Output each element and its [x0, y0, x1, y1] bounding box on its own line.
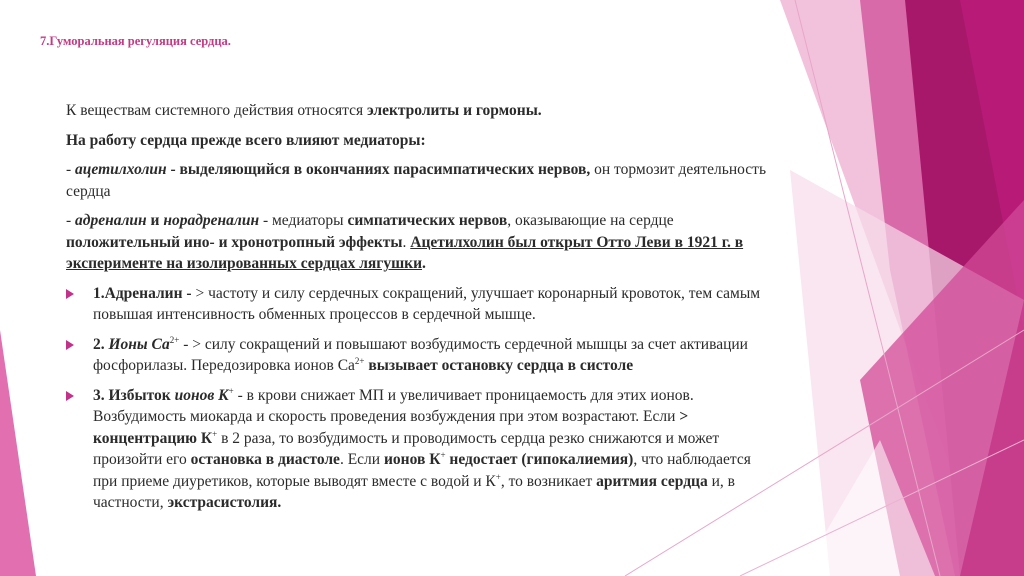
bullet-arrow-icon — [66, 340, 74, 350]
paragraph-3: - ацетилхолин - выделяющийся в окончаниях парасимпатических нервов, он тормозит деятельность сердца — [66, 161, 767, 200]
paragraph-4: - адреналин и норадреналин - медиаторы симпатических нервов, оказывающие на сердце положительный ино- и хронотропный эффекты. Ацетилхолин был открыт Отто Леви в 1921 г. в эксперименте на изолированных сердцах лягушки. — [66, 212, 744, 272]
bullet-adrenaline: 1.Адреналин - > частоту и силу сердечных сокращений, улучшает коронарный кровоток, тем самым повышая интенсивность обменных процессов в сердечной мышце. — [66, 283, 766, 326]
paragraph-1: К веществам системного действия относятся электролиты и гормоны. — [66, 102, 542, 119]
bullet-arrow-icon — [66, 289, 74, 299]
bullet-arrow-icon — [66, 391, 74, 401]
bullet-calcium: 2. Ионы $Са^{2+}$ - > силу сокращений и повышают возбудимость сердечной мышцы за счет активации фосфорилазы. Передозировка ионов $Са^{2+}$ вызывает остановку сердца в систоле — [66, 334, 766, 377]
left-pink-strip — [0, 330, 36, 576]
bullet-potassium: 3. Избыток ионов К+ - в крови снижает МП и увеличивает проницаемость для этих ионов. Возбудимость миокарда и скорость проведения возбуждения при этом возрастают. Если > концентрацию К+ в 2 раза, то возбудимость и проводимость сердца резко снижаются и может произойти его остановка в диастоле. Если ионов К+ недостает (гипокалиемия), что наблюдается при приеме диуретиков, которые выводят вместе с водой и К+, то возникает аритмия сердца и, в частности, экстрасистолия. — [66, 385, 766, 514]
slide-title: 7.Гуморальная регуляция сердца. — [40, 34, 231, 48]
slide-content — [66, 100, 766, 522]
paragraph-2: На работу сердца прежде всего влияют медиаторы: — [66, 131, 426, 149]
